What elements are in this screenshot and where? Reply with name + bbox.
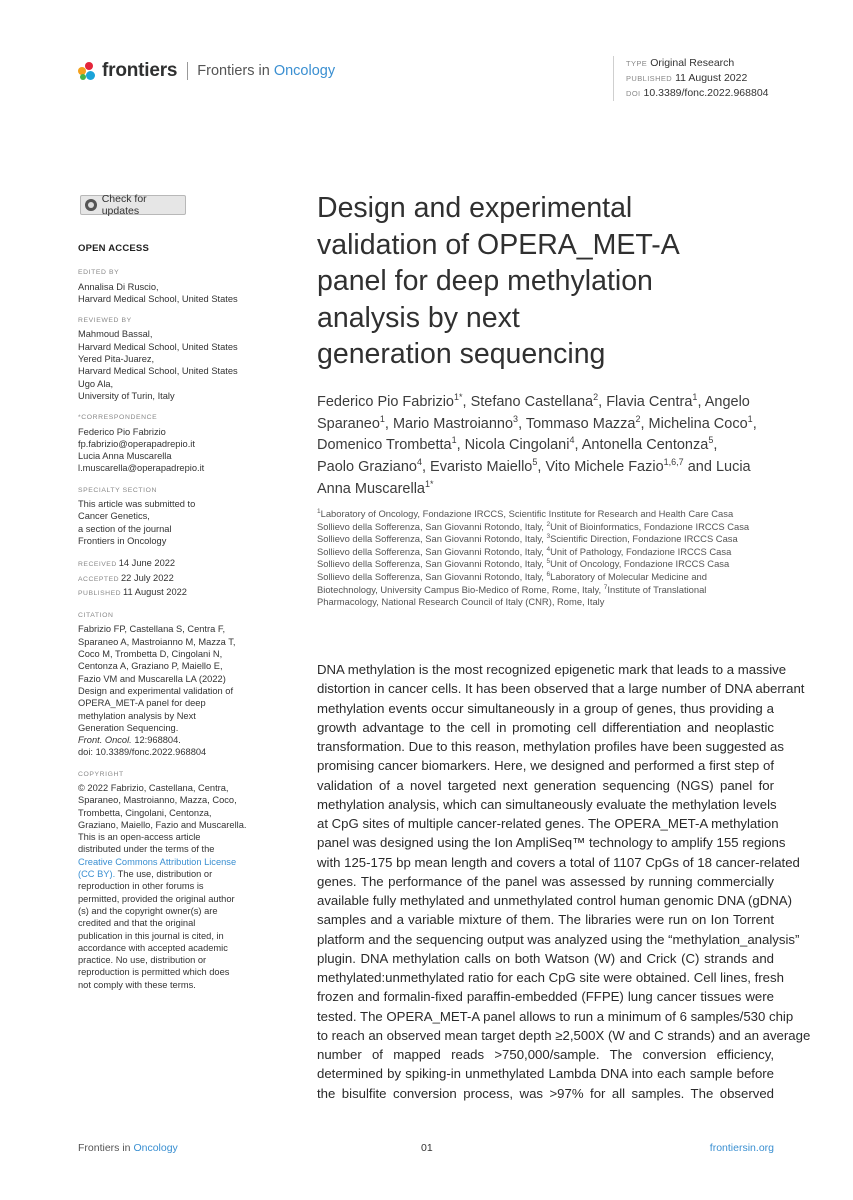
text-line: distributed under the terms of the <box>78 844 215 855</box>
author-name[interactable]: Domenico Trombetta <box>317 437 452 454</box>
text-line[interactable]: l.muscarella@operapadrepio.it <box>78 463 205 474</box>
text-line: publication in this journal is cited, in <box>78 930 224 941</box>
citation-volume: 12:968804. <box>131 735 181 746</box>
abstract-line: methylation events occur simultaneously in a group of genes, thus providing a <box>317 700 774 716</box>
abstract-line: validation of a novel targeted next generation sequencing (NGS) panel for <box>317 777 774 793</box>
header-divider <box>187 62 188 80</box>
abstract-line: samples and a variable mixture of them. The libraries were run on Ion Torrent <box>317 912 774 928</box>
correspondence-list <box>78 426 268 475</box>
journal-prefix: Frontiers in <box>197 63 274 79</box>
meta-doi-label: DOI <box>626 89 641 98</box>
article-meta <box>613 56 769 101</box>
text-line: Fabrizio FP, Castellana S, Centra F, <box>78 624 226 635</box>
reviewed-by-section <box>78 315 268 402</box>
author-affiliation-marker: 3 <box>513 413 519 424</box>
abstract-line: methylated:unmethylated ratio for each CpG site were obtained. Cell lines, fresh <box>317 970 784 985</box>
text-line: Harvard Medical School, United States <box>78 366 238 377</box>
author-name[interactable]: Paolo Graziano <box>317 459 417 476</box>
meta-type-label: TYPE <box>626 59 648 68</box>
copyright-label: COPYRIGHT <box>78 770 124 778</box>
meta-doi-value[interactable]: 10.3389/fonc.2022.968804 <box>643 87 769 99</box>
text-line: OPERA_MET-A panel for deep <box>78 698 206 709</box>
copyright-list <box>78 782 268 856</box>
dates-section <box>78 557 268 600</box>
abstract-line: genes. The performance of the panel was assessed by running commercially <box>317 873 774 889</box>
text-line: permitted, provided the original author <box>78 893 235 904</box>
copyright-rest-list <box>78 880 268 991</box>
citation-list <box>78 623 268 734</box>
citation-section <box>78 610 268 759</box>
received-label: RECEIVED <box>78 561 117 569</box>
text-line: not comply with these terms. <box>78 979 196 990</box>
text-line: Annalisa Di Ruscio, <box>78 281 159 292</box>
published-value: 11 August 2022 <box>123 586 187 597</box>
abstract-line: growth advantage to the cell in promoting cell differentiation and neoplastic <box>317 719 774 735</box>
affiliation-text: Unit of Oncology, Fondazione IRCCS Casa Sollievo della Sofferenza, San Giovanni Rotondo, Italy, <box>317 558 730 582</box>
text-line: Harvard Medical School, United States <box>78 293 238 304</box>
abstract-line: determined by spiking-in unmethylated Lambda DNA into each sample before <box>317 1066 774 1082</box>
affiliation-number: 3 <box>546 533 551 541</box>
text-line: Coco M, Trombetta D, Cingolani N, <box>78 649 223 660</box>
author-affiliation-marker: 1 <box>747 413 753 424</box>
text-line[interactable]: fp.fabrizio@operapadrepio.it <box>78 438 195 449</box>
text-line: Sparaneo A, Mastroianno M, Mazza T, <box>78 636 236 647</box>
copyright-section <box>78 769 268 991</box>
author-affiliation-marker: 1 <box>692 392 698 403</box>
abstract-line: DNA methylation is the most recognized epigenetic mark that leads to a massive <box>317 662 787 677</box>
received-value: 14 June 2022 <box>118 558 176 569</box>
abstract-line: with 125-175 bp mean length and covers a total of 1107 CpGs of 18 cancer-related <box>317 854 800 870</box>
meta-type <box>626 56 769 71</box>
author-affiliation-marker: 1* <box>454 392 463 403</box>
specialty-list <box>78 498 268 547</box>
text-line: Sparaneo, Mastroianno, Mazza, Coco, <box>78 795 237 806</box>
author-affiliation-marker: 4 <box>569 435 575 446</box>
text-line: Frontiers in Oncology <box>78 535 167 546</box>
check-updates-label: Check for updates <box>101 193 147 217</box>
abstract-line: to reach an observed mean target depth ≥2,500X (W and C strands) and an average <box>317 1027 811 1043</box>
text-line: Harvard Medical School, United States <box>78 341 238 352</box>
author-name[interactable]: Stefano Castellana <box>470 394 594 410</box>
text-line: This is an open-access article <box>78 832 201 843</box>
specialty-label: SPECIALTY SECTION <box>78 486 158 494</box>
reviewed-by-label: REVIEWED BY <box>78 317 132 325</box>
text-line: (s) and the copyright owner(s) are <box>78 905 218 916</box>
text-line: Lucia Anna Muscarella <box>78 451 172 462</box>
abstract <box>317 660 811 1103</box>
accepted-date <box>78 572 268 586</box>
text-line: a section of the journal <box>78 523 172 534</box>
logo-dot <box>85 62 93 70</box>
footer-site-link[interactable]: frontiersin.org <box>709 1142 774 1154</box>
text-line: panel for deep methylation <box>317 265 653 297</box>
edited-by-section <box>78 267 268 305</box>
brand-name: frontiers <box>102 60 178 81</box>
crossmark-icon <box>85 199 97 211</box>
abstract-line: plugin. DNA methylation calls on both Watson (W) and Crick (C) strands and <box>317 950 774 966</box>
text-line: University of Turin, Italy <box>78 390 175 401</box>
abstract-line: tested. The OPERA_MET-A panel allows to run a minimum of 6 samples/530 chip <box>317 1008 794 1024</box>
meta-doi <box>626 86 769 101</box>
author-name[interactable]: Flavia Centra <box>606 394 693 410</box>
logo-dot <box>86 71 95 80</box>
text-line: This article was submitted to <box>78 499 196 510</box>
edited-by-list <box>78 281 268 306</box>
correspondence-label: *CORRESPONDENCE <box>78 414 158 422</box>
journal-name <box>197 63 335 79</box>
text-line: Yered Pita-Juarez, <box>78 354 155 365</box>
text-line: Generation Sequencing. <box>78 722 179 733</box>
specialty-section <box>78 485 268 547</box>
abstract-line: frozen and formalin-fixed paraffin-embedded (FFPE) lung cancer tissues were <box>317 989 774 1005</box>
author-affiliation-marker: 5 <box>708 435 714 446</box>
published-label: PUBLISHED <box>78 589 122 597</box>
affiliation-text: Laboratory of Molecular Medicine and Biotechnology, University Campus Bio-Medico of Rome, Rome, Italy, <box>317 570 707 595</box>
author-name[interactable]: Federico Pio Fabrizio <box>317 394 454 410</box>
article-sidebar <box>78 243 268 1001</box>
text-line: Ugo Ala, <box>78 378 114 389</box>
text-line: Cancer Genetics, <box>78 511 150 522</box>
text-line: reproduction is permitted which does <box>78 967 230 978</box>
citation-label: CITATION <box>78 612 114 620</box>
affiliation-number: 2 <box>546 520 551 528</box>
affiliation-text: Scientific Direction, Fondazione IRCCS Casa Sollievo della Sofferenza, San Giovanni Rotondo, Italy, <box>317 533 738 557</box>
accepted-label: ACCEPTED <box>78 575 120 583</box>
abstract-line: available fully methylated and unmethylated control human genomic DNA (gDNA) <box>317 893 792 908</box>
author-name[interactable]: Tommaso Mazza <box>525 415 636 432</box>
meta-published-value: 11 August 2022 <box>675 72 748 84</box>
affiliation-number: 5 <box>546 558 551 566</box>
text-line: © 2022 Fabrizio, Castellana, Centra, <box>78 782 229 793</box>
article-title <box>317 190 737 373</box>
author-name[interactable]: Evaristo Maiello <box>430 459 533 476</box>
page-number: 01 <box>421 1142 433 1154</box>
footer-journal[interactable] <box>78 1142 178 1154</box>
footer-journal-prefix: Frontiers in <box>78 1142 134 1154</box>
license-line <box>78 868 268 880</box>
author-name[interactable]: Lucia Anna Muscarella <box>317 459 751 497</box>
received-date <box>78 557 268 571</box>
citation-journal: Front. Oncol. <box>78 735 132 746</box>
abstract-line: methylation analysis, which can simultaneously evaluate the methylation levels <box>317 796 777 812</box>
meta-published-label: PUBLISHED <box>626 74 673 83</box>
abstract-line: the bisulfite conversion process, was >97% for all samples. The observed <box>317 1085 774 1101</box>
logo-dot <box>80 74 86 80</box>
text-line: validation of OPERA_MET-A <box>317 228 680 261</box>
citation-doi: doi: 10.3389/fonc.2022.968804 <box>78 747 207 758</box>
text-line: Design and experimental validation of <box>78 685 234 696</box>
text-line: Trombetta, Cingolani, Centonza, <box>78 807 212 818</box>
text-line: Centonza A, Graziano P, Maiello E, <box>78 661 223 672</box>
text-line: Design and experimental <box>317 192 633 224</box>
open-access-label: OPEN ACCESS <box>78 243 150 254</box>
text-line: Fazio VM and Muscarella LA (2022) <box>78 673 226 684</box>
text-line: Federico Pio Fabrizio <box>78 426 166 437</box>
edited-by-label: EDITED BY <box>78 269 120 277</box>
author-name[interactable]: Nicola Cingolani <box>464 437 570 454</box>
journal-logo[interactable] <box>78 60 335 82</box>
text-line: methylation analysis by Next <box>78 710 196 721</box>
affiliation-number: 1 <box>317 507 321 515</box>
affiliation-text: Institute of Translational Pharmacology, National Research Council of Italy (CNR), Rome, Italy <box>317 583 707 608</box>
abstract-line: promising cancer biomarkers. Here, we designed and performed a first step of <box>317 758 774 774</box>
author-list: Federico Pio Fabrizio$^{1*}$, Stefano Castellana$^2$, Flavia Centra$^1$, Angelo Sparaneo$^1$, Mario Mastroianno$^3$, Tommaso Mazza$^2$, Michelina Coco$^1$, Domenico Trombetta$^1$, Nicola Cingolani$^4$, Antonella Centonza$^5$, Paolo Graziano$^4$, Evaristo Maiello$^5$, Vito Michele Fazio$^{1,6,7}$ and Lucia Anna Muscarella$^{1*}$ <box>317 392 757 497</box>
text-line: reproduction in other forums is <box>78 881 204 892</box>
text-line: accordance with accepted academic <box>78 942 228 953</box>
abstract-line: distortion in cancer cells. It has been observed that a large number of DNA aberrant <box>317 681 805 697</box>
check-for-updates-button[interactable] <box>80 195 186 215</box>
page-footer <box>78 1142 774 1158</box>
author-affiliation-marker: 4 <box>416 457 422 468</box>
author-affiliation-marker: 2 <box>593 392 599 403</box>
text-line: analysis by next <box>317 301 520 334</box>
abstract-line: at CpG sites of multiple cancer-related genes. The OPERA_MET-A methylation <box>317 816 779 831</box>
published-date <box>78 586 268 600</box>
text-line: Mahmoud Bassal, <box>78 329 153 340</box>
abstract-line: transformation. Due to this reason, methylation profiles have been suggested as <box>317 739 784 754</box>
author-name[interactable]: Vito Michele Fazio <box>545 459 664 476</box>
affiliation-text: Laboratory of Oncology, Fondazione IRCCS, Scientific Institute for Research and Health Care Casa Sollievo della Sofferenza, San Giovanni Rotondo, Italy, <box>317 508 734 532</box>
license-link-cc-by[interactable]: (CC BY). <box>78 869 116 880</box>
author-name[interactable]: Mario Mastroianno <box>392 415 514 432</box>
affiliation-text: Unit of Pathology, Fondazione IRCCS Casa Sollievo della Sofferenza, San Giovanni Rotondo, Italy, <box>317 545 732 570</box>
affiliations <box>317 508 752 609</box>
footer-journal-accent: Oncology <box>133 1142 178 1154</box>
citation-journal-line <box>78 734 268 746</box>
author-name[interactable]: Antonella Centonza <box>581 437 709 454</box>
copyright-rest-first: The use, distribution or <box>115 869 213 880</box>
correspondence-section <box>78 412 268 474</box>
author-affiliation-marker: 2 <box>635 413 641 424</box>
text-line: practice. No use, distribution or <box>78 955 207 966</box>
author-name[interactable]: Michelina Coco <box>648 415 748 432</box>
text-line: Graziano, Maiello, Fazio and Muscarella. <box>78 819 247 830</box>
affiliation-number: 7 <box>603 583 608 591</box>
accepted-value: 22 July 2022 <box>121 572 174 583</box>
abstract-line: number of mapped reads >750,000/sample. The conversion efficiency, <box>317 1047 774 1062</box>
author-affiliation-marker: 1 <box>451 435 457 446</box>
meta-published <box>626 71 769 86</box>
reviewed-by-list <box>78 328 268 402</box>
author-affiliation-marker: 1* <box>425 478 434 489</box>
journal-accent: Oncology <box>273 63 336 79</box>
text-line: generation sequencing <box>317 338 606 370</box>
license-link[interactable]: Creative Commons Attribution License <box>78 856 237 867</box>
author-affiliation-marker: 1 <box>379 413 385 424</box>
author-affiliation-marker: 1,6,7 <box>663 457 684 468</box>
meta-type-value: Original Research <box>650 57 735 69</box>
affiliation-text: Unit of Bioinformatics, Fondazione IRCCS Casa Sollievo della Sofferenza, San Giovanni Rotondo, Italy, <box>317 520 750 545</box>
frontiers-logo-icon <box>78 62 96 80</box>
author-name[interactable]: Angelo Sparaneo <box>317 394 750 432</box>
text-line: credited and that the original <box>78 918 196 929</box>
affiliation-number: 4 <box>546 545 551 553</box>
abstract-line: platform and the sequencing output was analyzed using the “methylation_analysis” <box>317 931 800 947</box>
author-affiliation-marker: 5 <box>532 457 538 468</box>
affiliation-number: 6 <box>546 570 551 578</box>
abstract-line: panel was designed using the Ion AmpliSeq™ technology to amplify 155 regions <box>317 835 786 851</box>
